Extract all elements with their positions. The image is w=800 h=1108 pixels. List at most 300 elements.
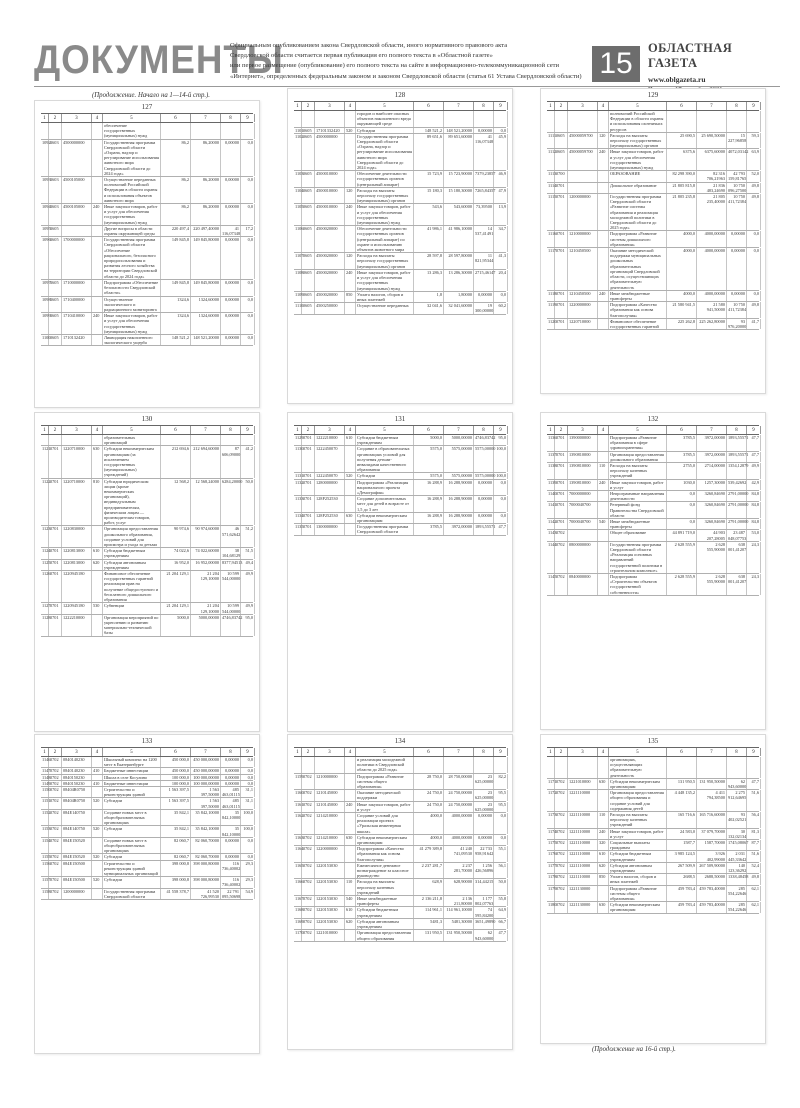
table-cell <box>598 435 609 451</box>
table-row <box>547 231 759 248</box>
table-cell: 0605 <box>49 335 62 345</box>
table-cell: 0,00000 <box>221 140 241 176</box>
table-cell: Субсидии некоммерческим организациям <box>609 779 667 789</box>
table-cell: 54,9 <box>241 889 255 899</box>
table-row <box>41 204 253 226</box>
column-header: 3 <box>62 426 92 434</box>
table-cell: 1140. <box>547 491 555 501</box>
table-cell: 0,00000 <box>221 757 241 767</box>
table-cell: 53,0 <box>747 530 761 540</box>
table-cell: 1115. <box>547 194 555 230</box>
table-row <box>41 571 253 603</box>
table-cell <box>667 111 697 132</box>
column-header: 9 <box>747 426 761 434</box>
table-cell: 3260,84690 <box>697 491 727 501</box>
column-header: 6 <box>414 748 444 756</box>
table-cell: 148 521,20000 <box>191 335 221 345</box>
table-row <box>41 757 253 768</box>
table-cell: 0,0 <box>241 177 255 203</box>
table-cell: 0605 <box>302 128 315 133</box>
table-cell: Непрограммные направления деятельности <box>609 491 667 501</box>
budget-table <box>41 113 253 346</box>
table-cell: 0702 <box>302 879 315 895</box>
table-cell: 28 597,8 <box>414 253 444 269</box>
table-cell: 0701 <box>555 491 568 501</box>
table-cell: 41,7 <box>747 319 761 329</box>
table-cell: 1150. <box>41 787 49 797</box>
table-cell: 0605 <box>302 171 315 187</box>
document-page <box>287 412 513 732</box>
table-row <box>41 548 253 559</box>
column-header: 9 <box>747 102 761 110</box>
table-row <box>294 270 506 292</box>
table-cell: 28 597,80000 <box>444 253 474 269</box>
table-cell: 1222210000 <box>62 615 92 636</box>
table-cell <box>555 111 568 132</box>
table-cell: 7000040700 <box>568 519 598 529</box>
table-cell: 0701 <box>302 524 315 534</box>
table-cell: 49,9 <box>241 603 255 613</box>
table-cell: 0,0 <box>241 854 255 859</box>
table-row <box>41 435 253 446</box>
table-cell: 6375,60000 <box>697 149 727 170</box>
table-row <box>547 452 759 463</box>
table-cell: 0603 <box>49 140 62 176</box>
table-cell: 0701 <box>49 571 62 602</box>
column-header: 5 <box>103 426 161 434</box>
table-cell <box>92 757 103 767</box>
table-cell <box>494 111 508 127</box>
table-cell: 13 286,3 <box>414 270 444 291</box>
table-cell: 3 985 124,5 <box>667 851 697 861</box>
column-header: 1 <box>41 748 49 756</box>
table-row <box>547 111 759 133</box>
table-cell: 5000,0 <box>161 615 191 636</box>
table-cell: 2 275 912,64695 <box>727 790 747 811</box>
table-cell: 100,0 <box>494 473 508 478</box>
table-cell: Оказание методической поддержки муниципальных дошкольных образовательных организаций Свердловской области, осуществляющих образовательную деятельность <box>609 248 667 290</box>
table-cell: 0702 <box>302 835 315 845</box>
table-cell: 49,8 <box>747 183 761 193</box>
table-cell: 4746,83742 <box>221 615 241 636</box>
table-cell: 1221010000 <box>568 779 598 789</box>
table-cell: 543,6 <box>414 204 444 225</box>
column-header: 1 <box>547 102 555 110</box>
table-cell: 212 694,60000 <box>191 446 221 477</box>
table-cell: 0,0 <box>494 496 508 512</box>
table-cell: 1136. <box>547 435 555 451</box>
table-cell: 520 <box>92 826 103 836</box>
budget-table <box>294 747 506 942</box>
table-cell: 240 <box>345 204 356 225</box>
table-cell: 4000,00000 <box>697 231 727 247</box>
table-header <box>294 748 506 757</box>
table-cell: 450 000,0 <box>161 757 191 767</box>
table-cell <box>315 111 345 127</box>
column-header: 2 <box>49 748 62 756</box>
table-cell: 1161. <box>294 802 302 812</box>
table-cell: 21 204 129,1 <box>161 603 191 613</box>
table-cell <box>598 790 609 811</box>
table-cell: 120 <box>345 188 356 204</box>
table-cell: 20,4 <box>494 270 508 291</box>
table-cell: 4000,00000 <box>697 291 727 301</box>
table-row <box>294 907 506 918</box>
table-cell <box>92 615 103 636</box>
table-cell: 4000,0 <box>667 248 697 290</box>
column-header: 6 <box>414 426 444 434</box>
table-cell: Расходы на выплаты персоналу государственных (муниципальных) органов <box>609 133 667 149</box>
table-cell: Государственная программа Свердловской области «Обеспечение рационального, безопасного природопользования и развития лесного хозяйства на территории Свердловской области до 2024 года» <box>103 237 161 279</box>
table-cell <box>598 542 609 573</box>
table-row <box>294 171 506 188</box>
table-cell: Организация предоставления общего образования и создание условий для содержания детей <box>609 790 667 811</box>
table-cell <box>345 171 356 187</box>
table-cell: 0800000000 <box>568 542 598 573</box>
table-cell: Дошкольное образование <box>609 183 667 193</box>
table-cell: 0701 <box>49 615 62 636</box>
table-cell: 12 568,2 <box>161 479 191 526</box>
table-cell: 114 961,1 <box>414 907 444 917</box>
table-cell: 0,00000 <box>474 128 494 133</box>
table-cell <box>598 757 609 778</box>
column-header: 1 <box>41 114 49 122</box>
table-cell: Иные закупки товаров, работ и услуг для обеспечения государственных (муниципальных) нужд <box>356 204 414 225</box>
column-header: 2 <box>302 102 315 110</box>
table-cell: 1210450500 <box>568 248 598 290</box>
table-cell: 0701 <box>302 435 315 445</box>
table-cell: Субсидии бюджетным учреждениям <box>103 548 161 558</box>
table-row <box>547 790 759 812</box>
table-header <box>547 748 759 757</box>
table-cell: Иные закупки товаров, работ и услуг для обеспечения государственных (муниципальных) нужд <box>103 204 161 225</box>
table-cell: Иные закупки товаров, работ и услуг для обеспечения государственных (муниципальных) нужд <box>609 149 667 170</box>
table-cell: 32 041,60000 <box>444 303 474 313</box>
table-cell: 5575,00000 <box>444 446 474 472</box>
continuation-note-top: (Продолжение. Начало на 1—14-й стр.). <box>92 92 211 99</box>
table-cell: 0840000000 <box>568 574 598 595</box>
table-cell: 0605 <box>302 303 315 313</box>
table-cell: 1354,12879 <box>727 463 747 479</box>
table-cell: 850 <box>345 292 356 302</box>
table-cell: 1099. <box>41 313 49 334</box>
table-cell <box>667 757 697 778</box>
column-header: 7 <box>444 426 474 434</box>
table-cell: 1 177 802,07763 <box>475 896 494 907</box>
table-cell: Финансовое обеспечение государственных гарантий <box>609 319 667 329</box>
table-cell: 0701 <box>555 452 568 462</box>
table-cell: 0605 <box>49 313 62 334</box>
table-cell: 0702 <box>49 838 62 854</box>
table-cell: 4500020000 <box>315 253 345 269</box>
table-cell: 1324,6 <box>161 313 191 334</box>
table-cell: 46 571,62642 <box>221 526 241 547</box>
table-cell: 47,7 <box>747 452 761 462</box>
table-cell: 2 237 281,7 <box>414 863 444 879</box>
table-cell: 1 563 397,50000 <box>191 798 221 808</box>
table-cell: 4500105000 <box>62 177 92 203</box>
table-cell: 4000,0 <box>414 835 444 845</box>
table-cell: 1222210000 <box>315 435 345 445</box>
table-cell <box>697 757 727 778</box>
table-cell: 1221110000 <box>568 863 598 873</box>
table-cell: 1280000000 <box>315 480 345 496</box>
table-cell: 220 497,40000 <box>191 226 221 236</box>
column-header: 4 <box>345 426 356 434</box>
table-cell: Государственная программа Свердловской области <box>103 889 161 899</box>
table-cell: 114 961,10000 <box>444 907 474 917</box>
table-cell: 3972,00000 <box>697 435 727 451</box>
table-cell: Иные межбюджетные трансферты <box>609 291 667 301</box>
table-cell: 314,44215 <box>474 879 494 895</box>
table-cell: 3785,5 <box>667 435 697 451</box>
table-cell: 5575,00000 <box>444 473 474 478</box>
newspaper-url[interactable]: www.oblgazeta.ru <box>648 75 706 84</box>
column-header: 1 <box>294 102 302 110</box>
table-cell: 41 986,1 <box>414 226 444 252</box>
column-header: 9 <box>241 426 255 434</box>
table-cell: 0,0 <box>494 292 508 302</box>
table-cell: 1166. <box>294 879 302 895</box>
table-cell: 1125. <box>41 560 49 570</box>
table-cell: 0605 <box>302 188 315 204</box>
table-cell: Субсидии бюджетным учреждениям <box>609 851 667 861</box>
table-cell: Субвенции <box>103 603 161 613</box>
table-cell: 08404R0750 <box>62 798 92 808</box>
table-row <box>41 280 253 297</box>
table-cell: 1154. <box>41 838 49 854</box>
table-cell <box>494 757 508 773</box>
table-row <box>41 787 253 798</box>
table-cell: 1153. <box>41 826 49 836</box>
table-cell: 0605 <box>49 226 62 236</box>
table-cell: 55,1 <box>494 846 508 862</box>
table-cell: 3785,5 <box>414 524 444 534</box>
table-row <box>547 574 759 596</box>
column-header: 5 <box>356 748 414 756</box>
table-cell: Иные закупки товаров, работ и услуг для обеспечения государственных (муниципальных) нужд <box>356 270 414 291</box>
page-number: 133 <box>141 737 153 745</box>
table-cell: 110 <box>598 812 609 828</box>
table-cell: 0,0 <box>494 128 508 133</box>
table-cell: 5000,00000 <box>191 615 221 636</box>
table-cell: Бюджетные инвестиции <box>103 781 161 786</box>
table-cell <box>547 111 555 132</box>
table-cell: 2 628 555,9 <box>667 574 697 595</box>
table-row <box>41 297 253 314</box>
table-cell: 0701 <box>555 194 568 230</box>
table-cell: 0605 <box>302 292 315 302</box>
table-cell: 0,00000 <box>474 835 494 845</box>
table-cell <box>345 480 356 496</box>
table-cell <box>345 446 356 472</box>
table-cell: 1338,48458 <box>727 874 747 884</box>
table-header <box>41 748 253 757</box>
table-cell: 23 625,00000 <box>474 774 494 790</box>
table-cell <box>568 171 598 181</box>
table-row <box>547 319 759 330</box>
column-header: 4 <box>92 426 103 434</box>
table-cell: Школьный комплекс на 1200 мест в Екатеринбурге <box>103 757 161 767</box>
table-cell: 1210450500 <box>568 291 598 301</box>
table-cell: 0701 <box>49 479 62 526</box>
budget-table <box>547 747 759 914</box>
table-cell: 398 000,80000 <box>191 861 221 877</box>
table-cell: 1300000000 <box>315 524 345 534</box>
table-row <box>294 188 506 205</box>
table-cell: 149 845,80000 <box>191 237 221 279</box>
table-cell: 450 000,00000 <box>191 757 221 767</box>
table-cell: 267 509,90000 <box>697 863 727 873</box>
table-cell: 5481,3 <box>414 919 444 929</box>
table-row <box>547 779 759 790</box>
table-cell: 0605 <box>49 237 62 279</box>
table-cell: 81,3 <box>747 829 761 839</box>
table-cell: 0,0 <box>667 502 697 518</box>
table-cell: 539,42692 <box>727 480 747 490</box>
table-cell: 2688,5 <box>667 874 697 884</box>
table-cell: 16 288,9 <box>414 480 444 496</box>
table-cell <box>345 134 356 170</box>
table-cell: 1158. <box>41 889 49 899</box>
table-cell: 240 <box>345 802 356 812</box>
table-cell: 87 606,09000 <box>221 446 241 477</box>
table-cell: Субсидии <box>356 128 414 133</box>
table-cell: 0,0 <box>241 204 255 225</box>
table-cell: 0605 <box>302 253 315 269</box>
table-row <box>41 861 253 878</box>
table-cell <box>161 123 191 139</box>
column-header: 8 <box>221 748 241 756</box>
table-cell: 0702 <box>49 826 62 836</box>
table-cell: 1094. <box>41 204 49 225</box>
table-cell: 2 136 211,80000 <box>444 896 474 906</box>
column-header: 7 <box>444 748 474 756</box>
table-cell <box>92 123 103 139</box>
table-row <box>547 248 759 291</box>
table-cell: 1221110000 <box>568 829 598 839</box>
table-cell: 1122. <box>41 479 49 526</box>
table-cell: 0701 <box>555 231 568 247</box>
table-cell: 4000,00000 <box>444 835 474 845</box>
table-cell: 84,8 <box>747 502 761 518</box>
table-cell: 120 <box>345 253 356 269</box>
column-header: 9 <box>241 114 255 122</box>
column-header: 8 <box>221 426 241 434</box>
table-cell: 82 298 390,0 <box>667 171 697 181</box>
table-cell: 0701 <box>555 502 568 518</box>
column-header: 2 <box>302 748 315 756</box>
table-cell: 1210000000 <box>568 231 598 247</box>
table-cell: 084E150520 <box>62 854 92 859</box>
table-cell: 73,39500 <box>474 204 494 225</box>
table-cell: 0702 <box>302 919 315 929</box>
table-cell: 95,0 <box>494 435 508 445</box>
table-cell: 1390810000 <box>568 452 598 462</box>
table-cell: 1210000000 <box>315 774 345 790</box>
table-cell: 485 463,01115 <box>222 798 240 809</box>
table-cell: 1176. <box>547 851 555 861</box>
table-cell: 1132. <box>294 480 302 496</box>
table-cell: 1700000000 <box>62 237 92 279</box>
column-header: 3 <box>315 748 345 756</box>
table-cell: 140 123,36292 <box>728 862 747 874</box>
table-cell: 638 001,41207 <box>727 542 747 573</box>
table-cell: 62,1 <box>747 886 761 902</box>
table-cell <box>598 886 609 902</box>
table-cell: 7379,23857 <box>474 171 494 187</box>
table-cell: 149 845,80000 <box>191 280 221 296</box>
table-cell: 1710400000 <box>62 297 92 313</box>
table-cell: 44 903 207,28005 <box>697 530 727 540</box>
table-cell: 62 943,60000 <box>728 778 747 790</box>
table-cell: 4000,00000 <box>697 248 727 290</box>
table-cell: 2 031 445,33642 <box>728 851 747 862</box>
table-cell: Субсидии <box>103 877 161 887</box>
table-cell: 24,3 <box>747 574 761 595</box>
table-cell: 2 136 211,8 <box>414 896 444 906</box>
table-cell: 0840140230 <box>62 768 92 773</box>
table-cell: 398 000,8 <box>161 861 191 877</box>
table-row <box>547 435 759 452</box>
table-cell: 1214210000 <box>315 813 345 834</box>
table-cell: 3785,5 <box>667 452 697 462</box>
table-cell: 0702 <box>555 779 568 789</box>
table-cell: 86,2 <box>161 177 191 203</box>
table-row <box>41 335 253 346</box>
table-cell: Создание в образовательных организациях условий для получения детьми-инвалидами качественного образования <box>356 446 414 472</box>
column-header: 6 <box>667 102 697 110</box>
table-cell: Субсидии некоммерческим организациям <box>356 513 414 523</box>
table-cell: 630 <box>598 902 609 912</box>
table-cell: 24 750,0 <box>414 802 444 812</box>
table-cell: Расходы на выплаты персоналу государственных (муниципальных) органов <box>356 188 414 204</box>
table-cell <box>727 111 747 132</box>
table-cell: 225 262,80000 <box>697 319 727 329</box>
table-cell <box>294 757 302 773</box>
table-cell: 0701 <box>49 446 62 477</box>
table-cell: 0701 <box>555 519 568 529</box>
table-row <box>41 446 253 478</box>
table-row <box>294 253 506 270</box>
table-cell: 3260,84690 <box>697 502 727 518</box>
table-cell: 86,2 <box>161 140 191 176</box>
column-header: 8 <box>727 426 747 434</box>
column-header: 4 <box>345 748 356 756</box>
table-cell: 0702 <box>49 810 62 826</box>
table-cell: Государственная программа Свердловской области <box>356 524 414 534</box>
table-cell: 0,00000 <box>221 313 241 334</box>
table-cell: 16 288,9 <box>414 496 444 512</box>
table-cell: 59,3 <box>747 133 761 149</box>
table-cell: 42,9 <box>747 480 761 490</box>
table-cell: 0702 <box>302 846 315 862</box>
table-cell: 1141. <box>547 502 555 518</box>
table-cell <box>747 111 761 132</box>
table-row <box>294 524 506 535</box>
table-cell: 459 783,40000 <box>697 886 727 902</box>
table-cell <box>598 491 609 501</box>
table-cell: 0,0 <box>241 297 255 313</box>
table-cell: 240 <box>92 313 103 334</box>
column-header: 2 <box>555 102 568 110</box>
table-cell: 56,4 <box>747 812 761 828</box>
table-cell: 148 521,2 <box>414 128 444 133</box>
table-cell: 41 116,07348 <box>222 225 241 237</box>
table-row <box>41 798 253 809</box>
table-cell: 084E140750 <box>62 810 92 826</box>
table-cell: 1,8 <box>414 292 444 302</box>
